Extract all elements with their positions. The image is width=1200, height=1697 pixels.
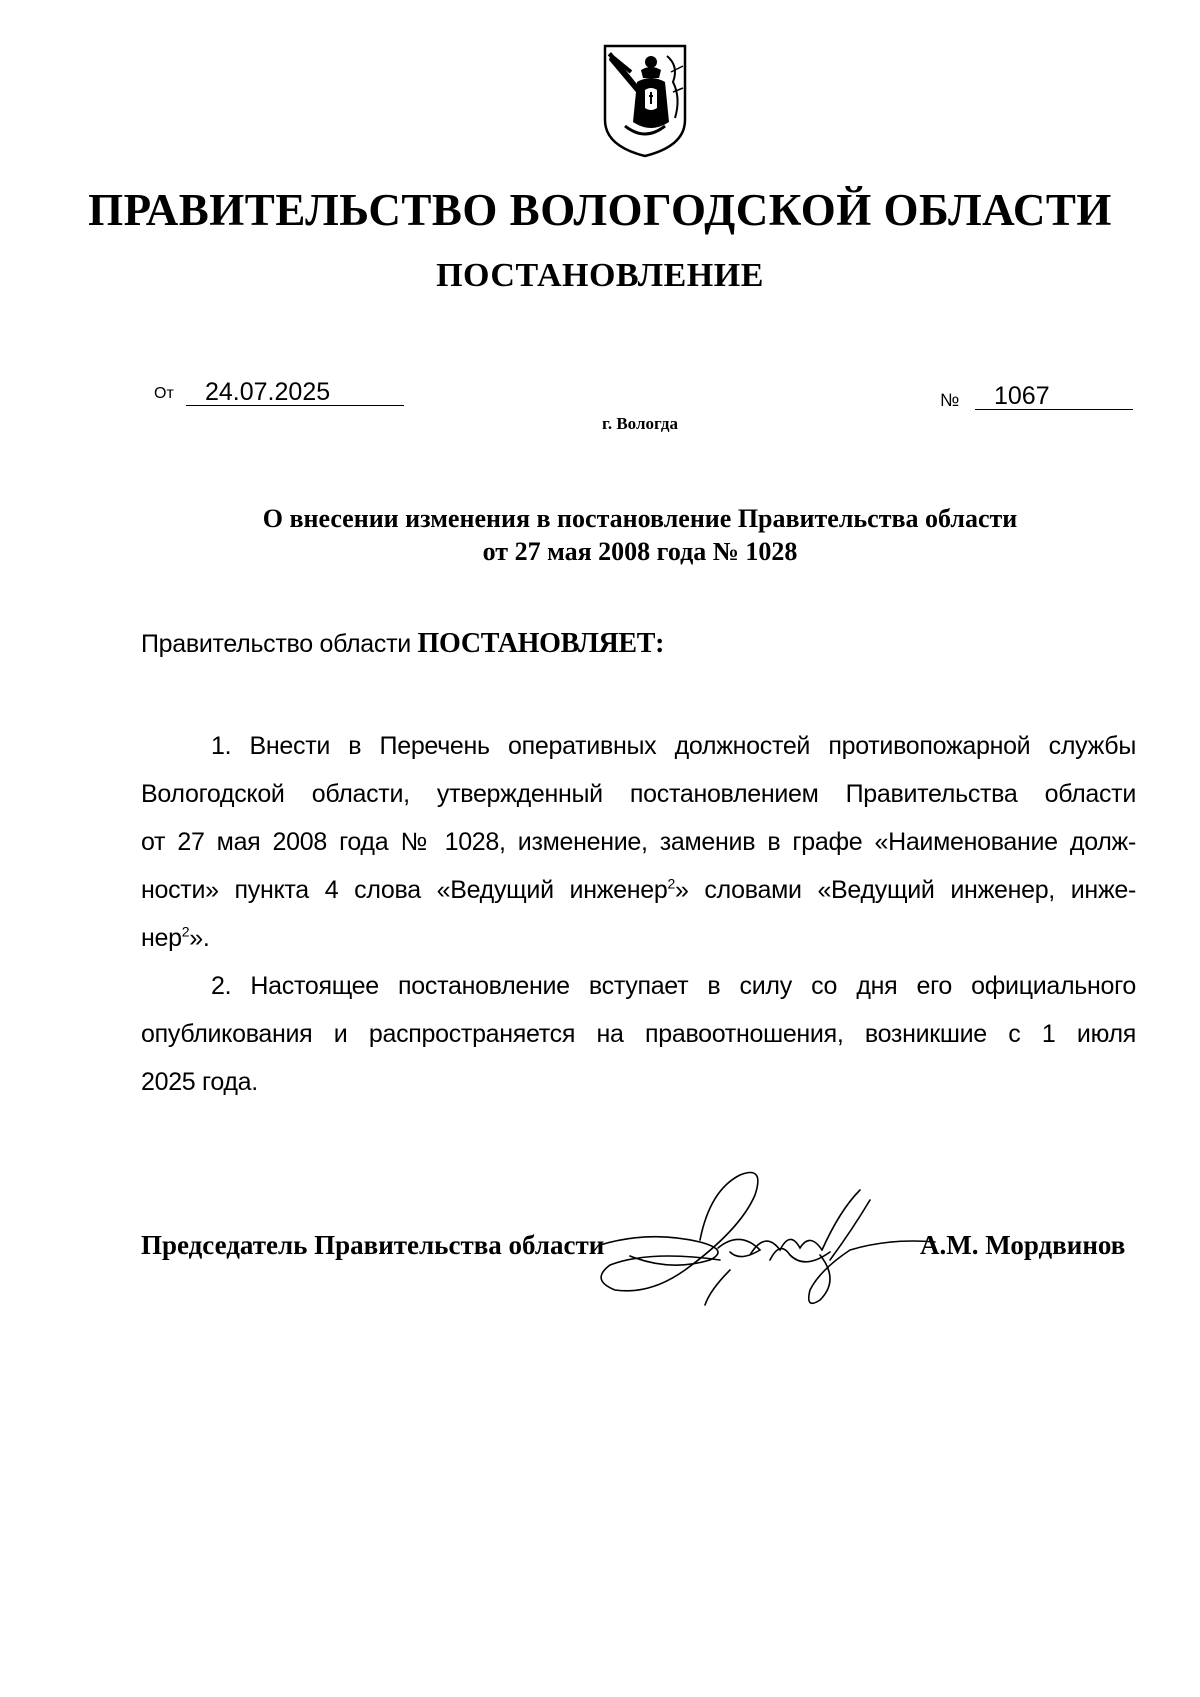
government-title: ПРАВИТЕЛЬСТВО ВОЛОГОДСКОЙ ОБЛАСТИ bbox=[88, 185, 1112, 235]
item-2-line: опубликования и распространяется на правоотношения, возникшие с 1 июля bbox=[141, 1020, 1136, 1048]
document-subject bbox=[150, 502, 1130, 568]
document-body bbox=[141, 722, 1136, 1106]
subject-line-1: О внесении изменения в постановление Правительства области bbox=[262, 504, 1018, 533]
item-1-line: Вологодской области, утвержденный постановлением Правительства области bbox=[141, 780, 1136, 808]
footnote-mark: 2 bbox=[667, 875, 675, 892]
preamble-text: Правительство области bbox=[141, 630, 411, 658]
document-number: 1067 bbox=[975, 382, 1133, 410]
city-label: г. Вологда bbox=[602, 414, 678, 433]
signer-title: Председатель Правительства области bbox=[141, 1230, 605, 1260]
item-1-line bbox=[141, 914, 1136, 962]
preamble bbox=[141, 628, 664, 660]
item-1-text: ности» пункта 4 слова «Ведущий инженер bbox=[141, 876, 668, 904]
date-prefix-label: От bbox=[154, 385, 174, 402]
item-1-text: » словами «Ведущий инженер, инже- bbox=[674, 876, 1136, 904]
signer-name: А.М. Мордвинов bbox=[920, 1230, 1126, 1260]
document-type-title: ПОСТАНОВЛЕНИЕ bbox=[436, 257, 764, 294]
item-2-line: 2. Настоящее постановление вступает в силу со дня его официального bbox=[211, 972, 1136, 1000]
vologda-coat-of-arms-icon bbox=[601, 42, 689, 160]
document-date: 24.07.2025 bbox=[186, 378, 404, 406]
item-2-line: 2025 года. bbox=[141, 1068, 258, 1096]
item-1-text: нер bbox=[141, 924, 182, 952]
number-prefix-label: № bbox=[940, 390, 960, 410]
preamble-emphasis: ПОСТАНОВЛЯЕТ: bbox=[417, 628, 665, 659]
item-1-line: от 27 мая 2008 года № 1028, изменение, заменив в графе «Наименование долж- bbox=[141, 828, 1136, 856]
footnote-mark: 2 bbox=[181, 923, 190, 940]
item-1-line bbox=[141, 866, 1136, 914]
handwritten-signature-icon bbox=[590, 1160, 940, 1310]
item-1-text: ». bbox=[189, 924, 210, 952]
item-1-line: 1. Внести в Перечень оперативных должностей противопожарной службы bbox=[211, 732, 1136, 760]
subject-line-2: от 27 мая 2008 года № 1028 bbox=[482, 537, 798, 566]
